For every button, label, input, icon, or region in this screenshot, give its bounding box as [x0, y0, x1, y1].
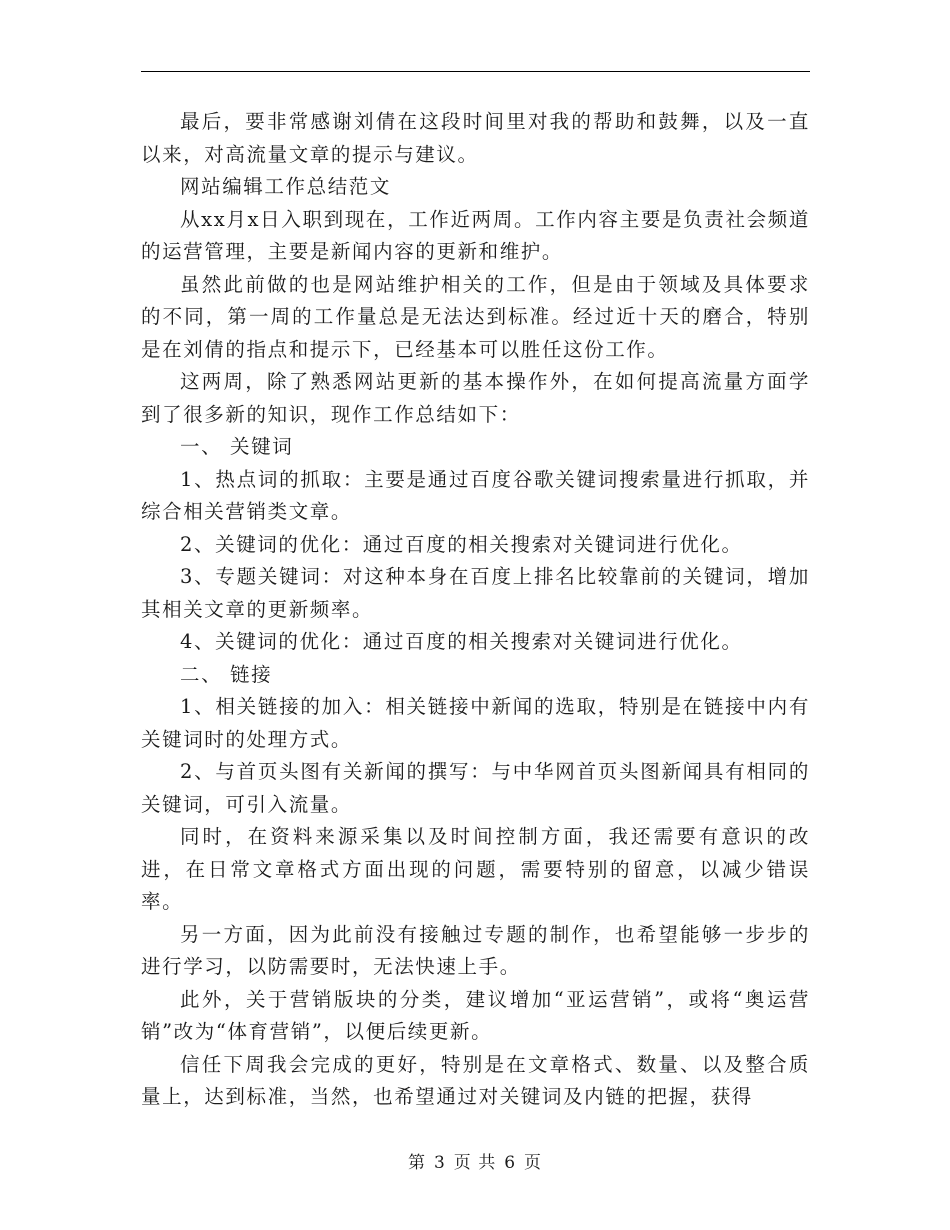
list-item: 3、专题关键词：对这种本身在百度上排名比较靠前的关键词，增加其相关文章的更新频率。 — [141, 565, 810, 621]
list-item: 2、与首页头图有关新闻的撰写：与中华网首页头图新闻具有相同的关键词，可引入流量。 — [141, 760, 810, 816]
document-body — [141, 106, 810, 1114]
footer-suffix: 页 — [524, 1153, 543, 1173]
total-page-number: 6 — [504, 1153, 517, 1173]
list-item: 1、相关链接的加入：相关链接中新闻的选取，特别是在链接中内有关键词时的处理方式。 — [141, 695, 810, 751]
paragraph: 信任下周我会完成的更好，特别是在文章格式、数量、以及整合质量上，达到标准，当然，也希望通过对关键词及内链的把握，获得 — [141, 1052, 810, 1108]
paragraph: 此外，关于营销版块的分类，建议增加“亚运营销”，或将“奥运营销”改为“体育营销”，以便后续更新。 — [141, 987, 810, 1043]
header-rule — [141, 71, 810, 72]
paragraph: 另一方面，因为此前没有接触过专题的制作，也希望能够一步步的进行学习，以防需要时，无法快速上手。 — [141, 922, 810, 978]
list-item: 1、热点词的抓取：主要是通过百度谷歌关键词搜索量进行抓取，并综合相关营销类文章。 — [141, 467, 810, 523]
paragraph: 从xx月x日入职到现在，工作近两周。工作内容主要是负责社会频道的运营管理，主要是新闻内容的更新和维护。 — [141, 207, 810, 263]
section-title: 网站编辑工作总结范文 — [180, 175, 392, 198]
heading-links: 二、 链接 — [180, 662, 273, 686]
paragraph: 最后，要非常感谢刘倩在这段时间里对我的帮助和鼓舞，以及一直以来，对高流量文章的提示与建议。 — [141, 110, 810, 166]
list-item: 4、关键词的优化：通过百度的相关搜索对关键词进行优化。 — [180, 630, 743, 653]
page-footer — [0, 1148, 950, 1173]
paragraph: 同时，在资料来源采集以及时间控制方面，我还需要有意识的改进，在日常文章格式方面出现的问题，需要特别的留意，以减少错误率。 — [141, 825, 810, 913]
footer-mid: 页 共 — [453, 1153, 497, 1173]
paragraph: 虽然此前做的也是网站维护相关的工作，但是由于领域及具体要求的不同，第一周的工作量总是无法达到标准。经过近十天的磨合，特别是在刘倩的指点和提示下，已经基本可以胜任这份工作。 — [141, 272, 810, 361]
paragraph: 这两周，除了熟悉网站更新的基本操作外，在如何提高流量方面学到了很多新的知识，现作工作总结如下： — [141, 370, 810, 426]
footer-prefix: 第 — [407, 1153, 426, 1173]
current-page-number: 3 — [433, 1153, 446, 1173]
heading-keywords: 一、 关键词 — [180, 435, 294, 458]
list-item: 2、关键词的优化：通过百度的相关搜索对关键词进行优化。 — [180, 532, 743, 556]
